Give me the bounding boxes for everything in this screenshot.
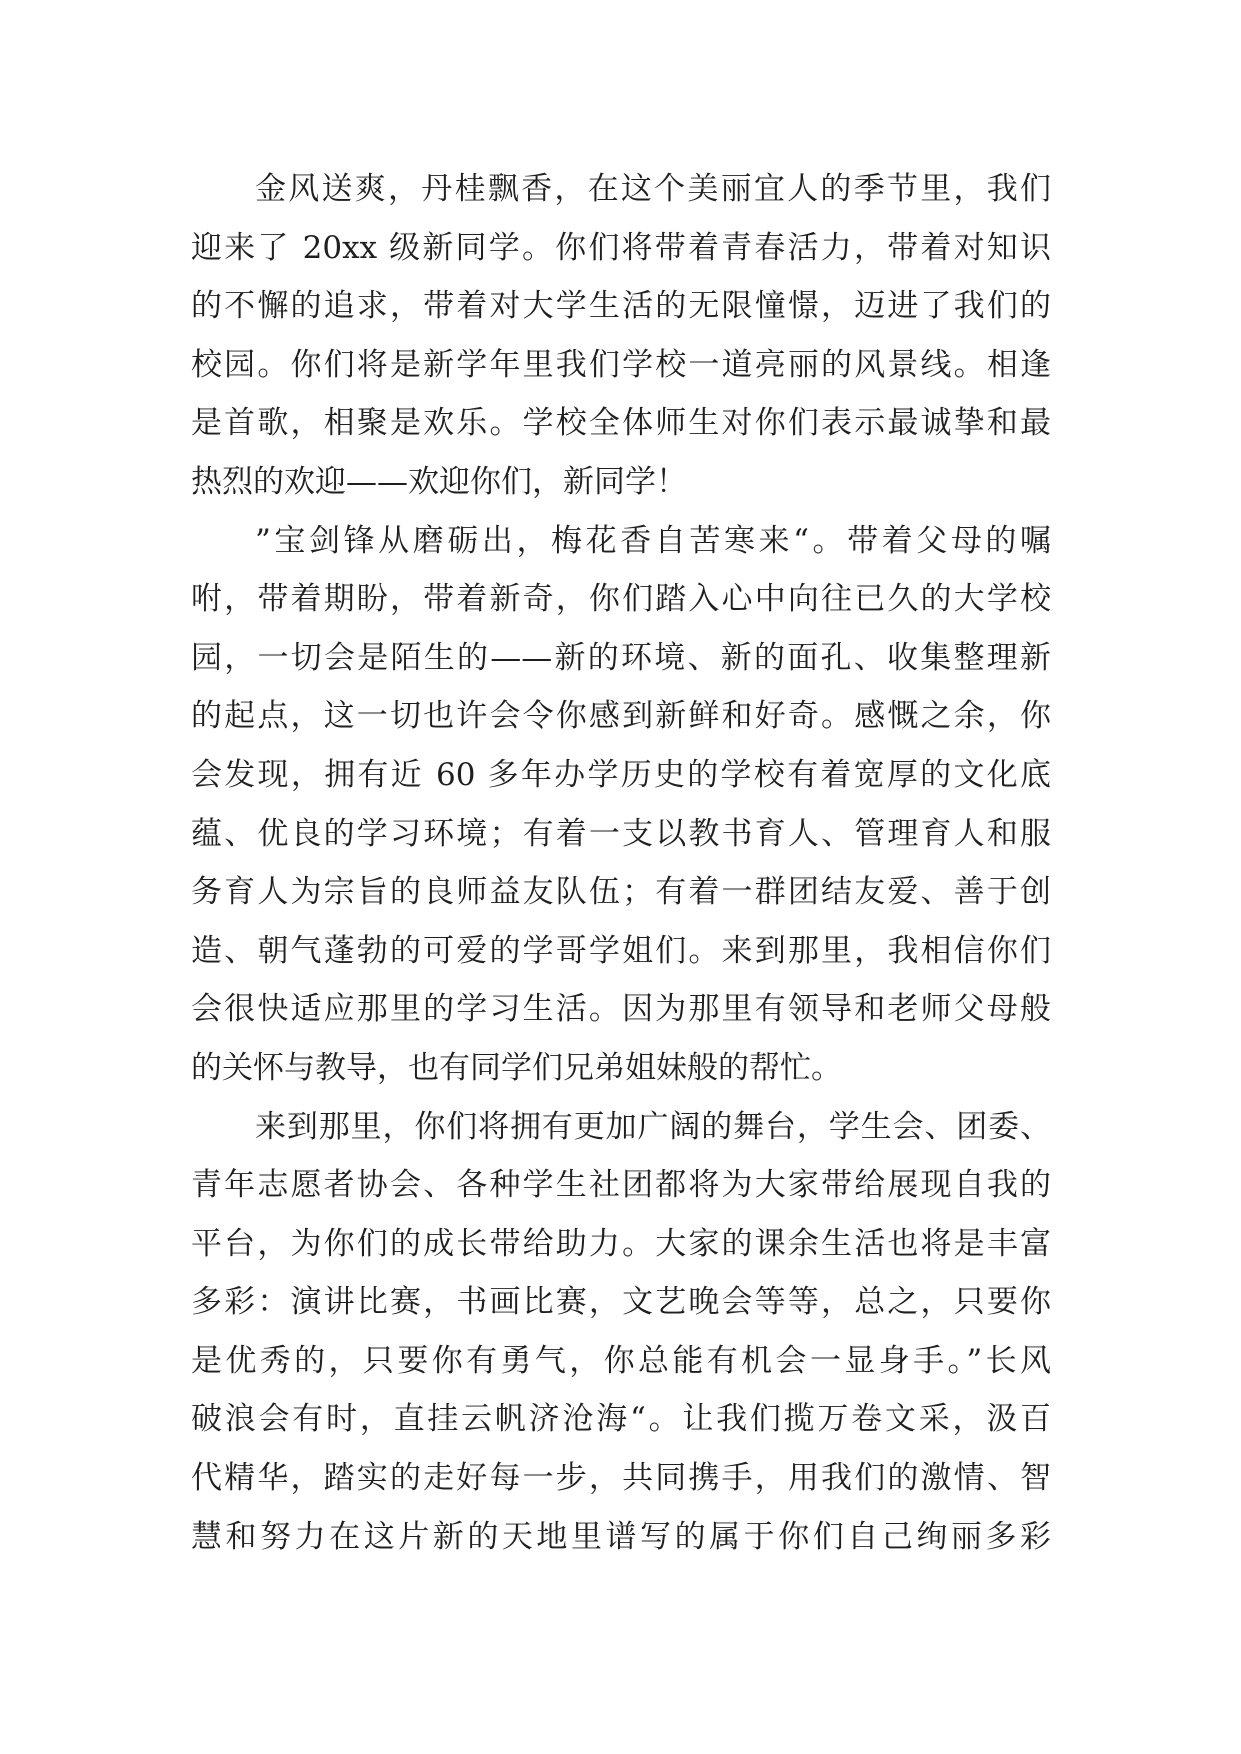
text-line: 金风送爽，丹桂飘香，在这个美丽宜人的季节里，我们 [255, 171, 1051, 207]
text-line: 校园。你们将是新学年里我们学校一道亮丽的风景线。相逢 [191, 346, 1051, 383]
text-line: 会发现，拥有近 60 多年办学历史的学校有着宽厚的文化底 [191, 756, 1051, 793]
text-line: 青年志愿者协会、各种学生社团都将为大家带给展现自我的 [191, 1167, 1051, 1204]
text-line: 务育人为宗旨的良师益友队伍；有着一群团结友爱、善于创 [191, 874, 1051, 911]
text-line: 慧和努力在这片新的天地里谱写的属于你们自己绚丽多彩 [191, 1518, 1051, 1555]
text-line: 是首歌，相聚是欢乐。学校全体师生对你们表示最诚挚和最 [191, 405, 1051, 442]
paragraph-stage [191, 1098, 1051, 1567]
text-line: 多彩：演讲比赛，书画比赛，文艺晚会等等，总之，只要你 [191, 1284, 1051, 1321]
text-line: ”宝剑锋从磨砺出，梅花香自苦寒来“。带着父母的嘱 [255, 522, 1051, 559]
text-line: 蕴、优良的学习环境；有着一支以教书育人、管理育人和服 [191, 815, 1051, 852]
text-line: 迎来了 20xx 级新同学。你们将带着青春活力，带着对知识 [191, 229, 1051, 266]
paragraph-welcome [191, 160, 1051, 512]
text-line: 平台，为你们的成长带给助力。大家的课余生活也将是丰富 [191, 1225, 1051, 1262]
text-line: 破浪会有时，直挂云帆济沧海“。让我们揽万卷文采，汲百 [191, 1401, 1051, 1438]
text-line: 的不懈的追求，带着对大学生活的无限憧憬，迈进了我们的 [191, 288, 1051, 325]
paragraph-campus [191, 512, 1051, 1098]
text-line: 咐，带着期盼，带着新奇，你们踏入心中向往已久的大学校 [191, 581, 1051, 618]
text-line: 是优秀的，只要你有勇气，你总能有机会一显身手。”长风 [191, 1342, 1051, 1379]
text-line: 的起点，这一切也许会令你感到新鲜和好奇。感慨之余，你 [191, 698, 1051, 735]
text-line: 来到那里，你们将拥有更加广阔的舞台，学生会、团委、 [255, 1108, 1051, 1145]
text-line: 造、朝气蓬勃的可爱的学哥学姐们。来到那里，我相信你们 [191, 932, 1051, 969]
body-text [191, 160, 1051, 1566]
text-line: 代精华，踏实的走好每一步，共同携手，用我们的激情、智 [191, 1460, 1051, 1497]
text-line: 热烈的欢迎——欢迎你们，新同学！ [191, 463, 687, 500]
text-line: 的关怀与教导，也有同学们兄弟姐妹般的帮忙。 [191, 1049, 842, 1086]
text-line: 园，一切会是陌生的——新的环境、新的面孔、收集整理新 [191, 639, 1051, 676]
text-line: 会很快适应那里的学习生活。因为那里有领导和老师父母般 [191, 991, 1051, 1028]
